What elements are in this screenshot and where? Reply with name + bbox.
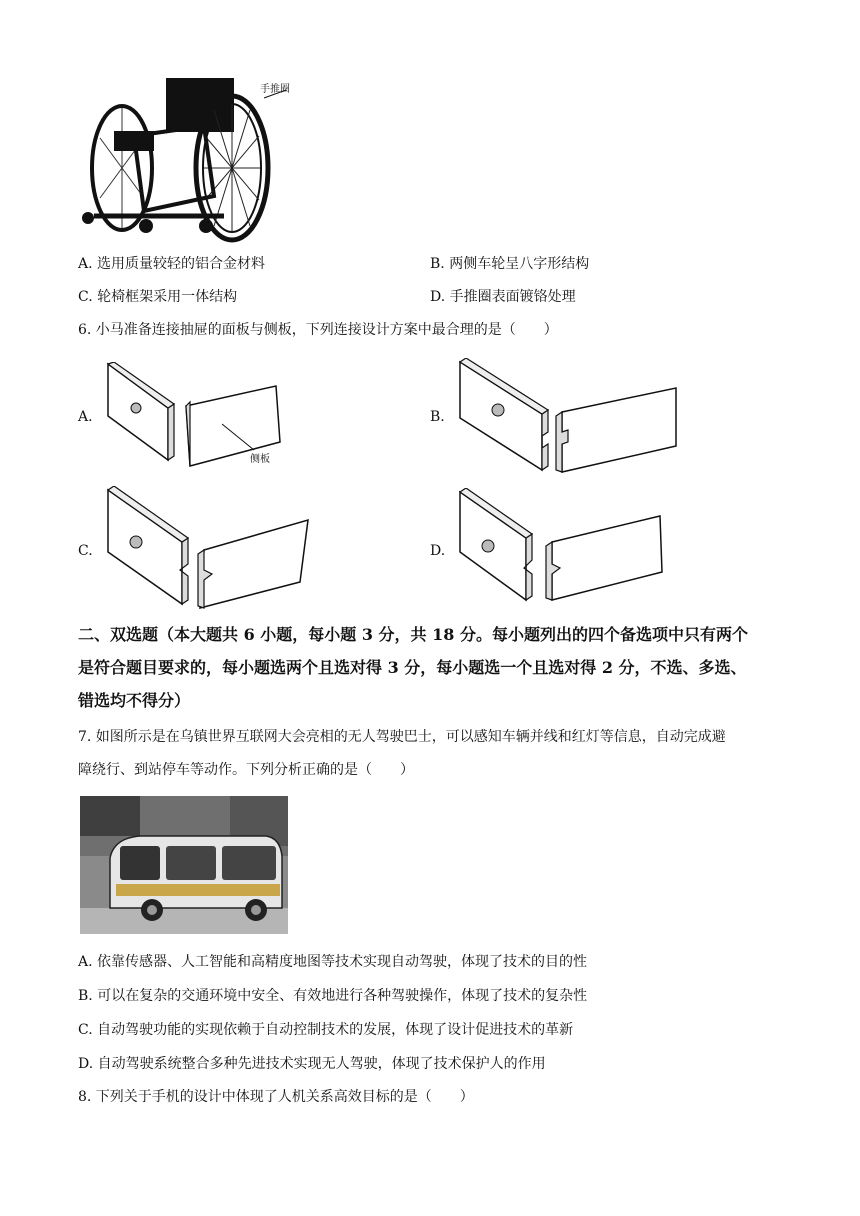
q5-option-d: D. 手推圈表面镀铬处理 [430,289,576,305]
q6-figure-b [456,358,680,476]
q6-label-a: A. [78,409,93,425]
q6-figure-c [104,486,314,610]
q6-label-d: D. [430,543,446,559]
hand-rim-label: 手推圈 [260,84,290,95]
section-2-heading-line-1: 二、双选题（本大题共 6 小题，每小题 3 分，共 18 分。每小题列出的四个备选项中只有两个 [78,625,748,644]
q8-stem: 8. 下列关于手机的设计中体现了人机关系高效目标的是（ ） [78,1089,474,1105]
side-board-label: 侧板 [250,454,270,465]
q7-stem-line-2: 障绕行、到站停车等动作。下列分析正确的是（ ） [78,762,414,778]
q6-stem: 6. 小马准备连接抽屉的面板与侧板，下列连接设计方案中最合理的是（ ） [78,322,558,338]
q7-option-c: C. 自动驾驶功能的实现依赖于自动控制技术的发展，体现了设计促进技术的革新 [78,1022,574,1038]
q5-option-a: A. 选用质量较轻的铝合金材料 [78,256,266,272]
section-2-heading-line-2: 是符合题目要求的，每小题选两个且选对得 3 分，每小题选一个且选对得 2 分，不选、多选、 [78,658,747,677]
q6-label-b: B. [430,409,445,425]
section-2-heading-line-3: 错选均不得分） [78,691,191,710]
q6-label-c: C. [78,543,93,559]
q7-option-a: A. 依靠传感器、人工智能和高精度地图等技术实现自动驾驶，体现了技术的目的性 [78,954,588,970]
q7-stem-line-1: 7. 如图所示是在乌镇世界互联网大会亮相的无人驾驶巴士，可以感知车辆并线和红灯等信息，自动完成避 [78,729,726,745]
wheelchair-drawing [74,76,304,244]
q5-option-c: C. 轮椅框架采用一体结构 [78,289,238,305]
q5-option-b: B. 两侧车轮呈八字形结构 [430,256,590,272]
driverless-bus-photo [80,796,288,934]
q6-figure-d [456,488,666,608]
wheelchair-figure [74,76,304,244]
q7-option-d: D. 自动驾驶系统整合多种先进技术实现无人驾驶，体现了技术保护人的作用 [78,1056,546,1072]
q7-option-b: B. 可以在复杂的交通环境中安全、有效地进行各种驾驶操作，体现了技术的复杂性 [78,988,588,1004]
q6-figure-a [104,362,294,472]
